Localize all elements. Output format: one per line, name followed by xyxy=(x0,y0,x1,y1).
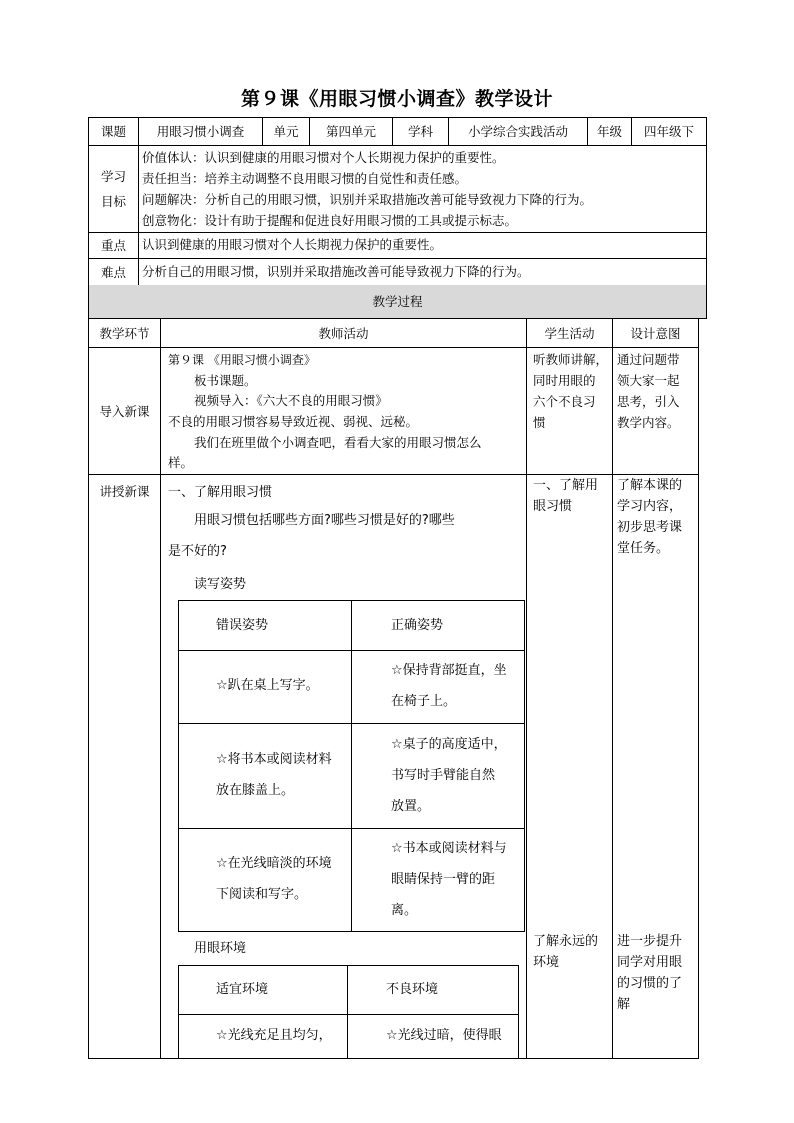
posture-wrong-cell: ☆趴在桌上写字。 xyxy=(216,678,319,693)
new-intent-line: 进一步提升 xyxy=(617,934,683,949)
intro-teacher-line: 样。 xyxy=(168,455,194,470)
rule xyxy=(88,258,707,259)
intro-teacher-line: 视频导入：《六大不良的用眼习惯》 xyxy=(194,393,388,408)
posture-right-cell: 书写时手臂能自然 xyxy=(391,768,496,783)
column-header-stage: 教学环节 xyxy=(99,326,150,341)
stage-new-lesson: 讲授新课 xyxy=(99,484,150,499)
intro-teacher-line: 不良的用眼习惯容易导致近视、弱视、远秘。 xyxy=(168,414,419,429)
posture-right-cell: ☆桌子的高度适中， xyxy=(391,737,507,752)
environment-title: 用眼环境 xyxy=(194,941,247,956)
rule xyxy=(178,965,179,1058)
posture-header-wrong: 错误姿势 xyxy=(216,618,269,633)
environment-header-good: 适宜环境 xyxy=(216,982,269,997)
grade-value: 四年级下 xyxy=(643,124,694,139)
intro-student-line: 六个不良习 xyxy=(533,394,596,409)
environment-header-bad: 不良环境 xyxy=(386,982,439,997)
rule xyxy=(88,347,699,348)
rule xyxy=(178,600,179,932)
rule xyxy=(88,232,707,233)
posture-right-cell: 放置。 xyxy=(391,799,431,814)
intro-student-line: 惯 xyxy=(533,415,546,430)
intro-teacher-line: 板书课题。 xyxy=(194,373,257,388)
environment-bad-cell: ☆光线过暗，使得眼 xyxy=(386,1028,502,1043)
posture-right-cell: 在椅子上。 xyxy=(391,694,457,709)
posture-wrong-cell: ☆将书本或阅读材料 xyxy=(216,752,332,767)
rule xyxy=(518,965,519,1058)
posture-wrong-cell: 下阅读和写字。 xyxy=(216,887,308,902)
key-point-text: 认识到健康的用眼习惯对个人长期视力保护的重要性。 xyxy=(142,237,443,252)
section-title: 一、了解用眼习惯 xyxy=(168,485,273,500)
subject-value: 小学综合实践活动 xyxy=(467,124,568,139)
goal-item: 创意物化：设计有助于提醒和促进良好用眼习惯的工具或提示标志。 xyxy=(142,213,518,228)
posture-right-cell: ☆书本或阅读材料与 xyxy=(391,841,507,856)
stage-intro: 导入新课 xyxy=(99,404,150,419)
intro-student-line: 听教师讲解， xyxy=(533,352,609,367)
intro-student-line: 同时用眼的 xyxy=(533,373,596,388)
rule xyxy=(88,1058,699,1059)
intro-intent-line: 思考，引入 xyxy=(617,394,680,409)
intro-intent-line: 教学内容。 xyxy=(617,415,680,430)
intro-intent-line: 通过问题带 xyxy=(617,352,680,367)
new-student-line: 了解永远的 xyxy=(533,934,599,949)
new-student-line: 一、了解用 xyxy=(533,478,599,493)
new-student-line: 眼习惯 xyxy=(533,499,573,514)
rule xyxy=(88,318,89,1059)
rule xyxy=(88,318,707,319)
subject-label: 学科 xyxy=(407,124,433,139)
intro-teacher-line: 我们在班里做个小调查吧，看看大家的用眼习惯怎么 xyxy=(194,435,482,450)
posture-right-cell: 眼睛保持一臂的距 xyxy=(391,872,496,887)
goals-label: 学习 xyxy=(100,169,126,184)
new-intent-line: 解 xyxy=(617,997,631,1012)
posture-right-cell: ☆保持背部挺直，坐 xyxy=(391,663,507,678)
posture-wrong-cell: ☆在光线暗淡的环境 xyxy=(216,856,332,871)
key-point-label: 重点 xyxy=(100,238,126,253)
new-student-line: 环境 xyxy=(533,955,560,970)
new-intent-line: 的习惯的了 xyxy=(617,976,683,991)
posture-right-cell: 离。 xyxy=(391,903,418,918)
process-header: 教学过程 xyxy=(372,294,423,309)
rule xyxy=(178,965,519,966)
rule xyxy=(698,318,699,1059)
goal-item: 价值体认：认识到健康的用眼习惯对个人长期视力保护的重要性。 xyxy=(142,150,505,165)
question-line: 是不好的? xyxy=(168,544,227,559)
goal-item: 责任担当：培养主动调整不良用眼习惯的自觉性和责任感。 xyxy=(142,171,468,186)
column-header-teacher: 教师活动 xyxy=(318,326,369,341)
rule xyxy=(526,318,527,1059)
new-intent-line: 堂任务。 xyxy=(617,541,670,556)
rule xyxy=(706,117,707,285)
new-intent-line: 初步思考课 xyxy=(617,520,683,535)
rule xyxy=(160,318,161,1059)
rule xyxy=(88,117,707,118)
rule xyxy=(178,1014,519,1015)
column-header-student: 学生活动 xyxy=(544,326,595,341)
column-header-intent: 设计意图 xyxy=(630,326,681,341)
unit-value: 第四单元 xyxy=(325,124,376,139)
grade-label: 年级 xyxy=(596,124,622,139)
intro-teacher-line: 第９课 《用眼习惯小调查》 xyxy=(168,353,316,367)
unit-label: 单元 xyxy=(273,124,299,139)
goal-item: 问题解决：分析自己的用眼习惯，识别并采取措施改善可能导致视力下降的行为。 xyxy=(142,192,593,207)
posture-wrong-cell: 放在膝盖上。 xyxy=(216,783,295,798)
posture-header-right: 正确姿势 xyxy=(391,618,444,633)
difficulty-label: 难点 xyxy=(100,265,126,280)
rule xyxy=(88,145,707,146)
lesson-label: 课题 xyxy=(100,124,126,139)
new-intent-line: 了解本课的 xyxy=(617,478,683,493)
rule xyxy=(347,965,348,1058)
page-title: 第９课《用眼习惯小调查》教学设计 xyxy=(240,88,553,110)
rule xyxy=(351,600,352,932)
rule xyxy=(138,117,139,285)
new-intent-line: 同学对用眼 xyxy=(617,955,683,970)
question-line: 用眼习惯包括哪些方面?哪些习惯是好的?哪些 xyxy=(194,513,455,528)
posture-title: 读写姿势 xyxy=(194,577,247,592)
goals-label: 目标 xyxy=(100,194,126,209)
new-intent-line: 学习内容， xyxy=(617,499,683,514)
rule xyxy=(612,318,613,1059)
intro-intent-line: 领大家一起 xyxy=(617,373,680,388)
difficulty-text: 分析自己的用眼习惯，识别并采取措施改善可能导致视力下降的行为。 xyxy=(142,264,530,279)
environment-good-cell: ☆光线充足且均匀， xyxy=(216,1028,332,1043)
rule xyxy=(524,600,525,932)
rule xyxy=(88,474,699,475)
lesson-value: 用眼习惯小调查 xyxy=(156,124,245,139)
